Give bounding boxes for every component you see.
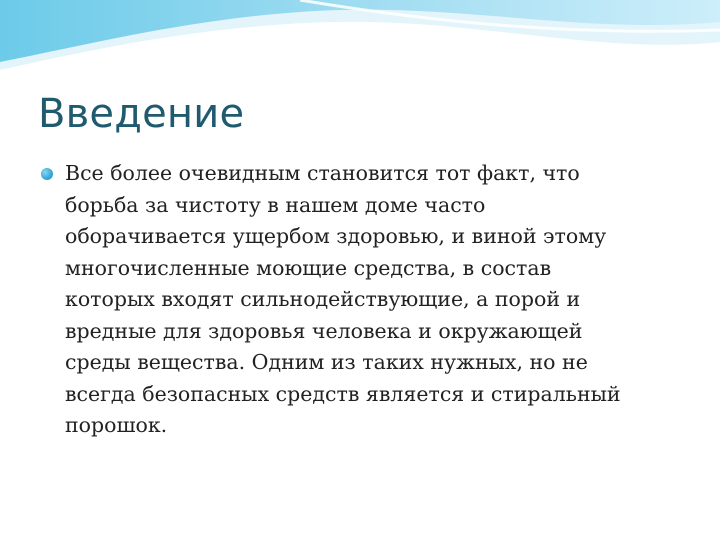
bullet-item	[40, 158, 680, 442]
bullet-text-line: многочисленные моющие средства, в состав	[65, 255, 552, 280]
bullet-dot-icon	[41, 168, 53, 180]
header-wave-decoration	[0, 0, 720, 90]
bullet-text-line: всегда безопасных средств является и стиральный	[65, 381, 621, 406]
slide-title: Введение	[38, 91, 245, 137]
bullet-text-line: борьба за чистоту в нашем доме часто	[65, 192, 486, 217]
bullet-text-line: оборачивается ущербом здоровью, и виной этому	[65, 224, 607, 248]
bullet-text-line: вредные для здоровья человека и окружающей	[65, 318, 583, 343]
bullet-text-line: среды вещества. Одним из таких нужных, но не	[65, 350, 588, 374]
bullet-text-line: которых входят сильнодействующие, а порой и	[65, 287, 581, 311]
bullet-text-line: порошок.	[65, 413, 168, 437]
bullet-list	[40, 158, 680, 442]
bullet-text-line: Все более очевидным становится тот факт, что	[65, 161, 580, 185]
